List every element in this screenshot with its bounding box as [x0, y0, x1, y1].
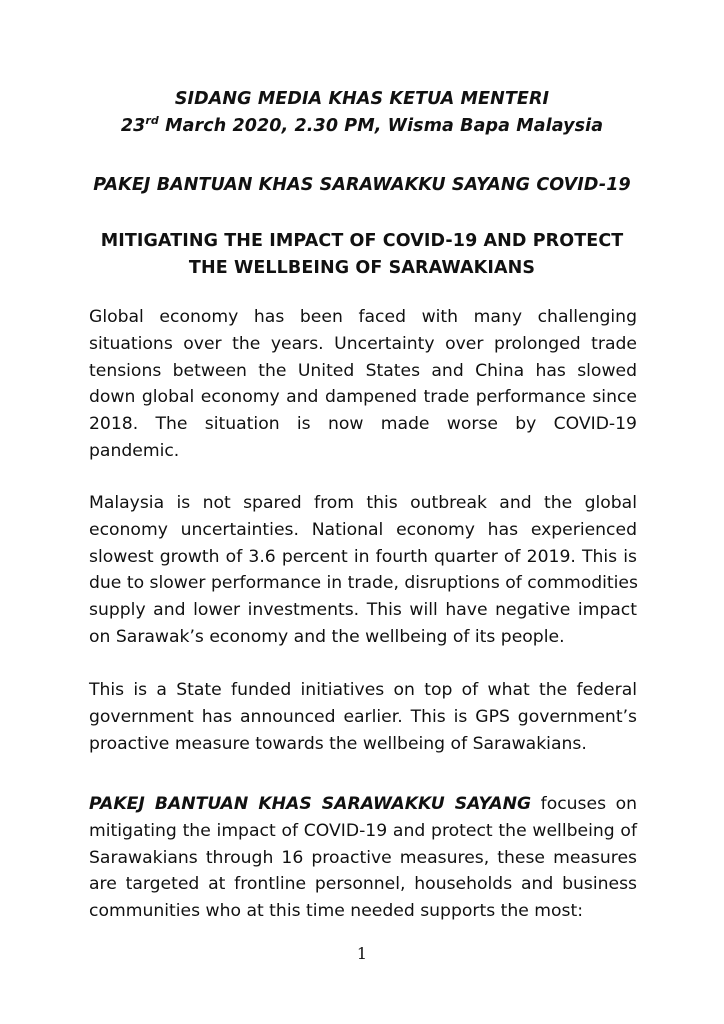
- section-title-line1: MITIGATING THE IMPACT OF COVID-19 AND PROTECT: [100, 231, 624, 251]
- text-fragment: focuses on: [531, 794, 637, 814]
- text-line: proactive measure towards the wellbeing of Sarawakians.: [89, 733, 587, 754]
- section-title-line2: THE WELLBEING OF SARAWAKIANS: [188, 258, 536, 278]
- text-line: down global economy and dampened trade performance since: [89, 387, 637, 408]
- press-header: [0, 86, 724, 140]
- press-header-date: [0, 113, 724, 140]
- text-line: slowest growth of 3.6 percent in fourth quarter of 2019. This is: [89, 546, 637, 567]
- date-suffix: rd: [145, 114, 159, 127]
- package-name-emphasis: PAKEJ BANTUAN KHAS SARAWAKKU SAYANG: [89, 794, 532, 814]
- text-line: 2018. The situation is now made worse by COVID-19: [89, 414, 637, 435]
- text-line: are targeted at frontline personnel, households and business: [89, 874, 637, 895]
- paragraph-global-economy: [89, 304, 637, 465]
- text-line: pandemic.: [89, 440, 180, 461]
- text-line: government has announced earlier. This is GPS government’s: [89, 706, 637, 727]
- text-line: This is a State funded initiatives on top of what the federal: [89, 680, 637, 700]
- paragraph-package-focus: [89, 791, 637, 925]
- text-line: due to slower performance in trade, disruptions of commodities: [89, 573, 638, 594]
- date-day: 23: [120, 116, 146, 136]
- date-rest: March 2020, 2.30 PM, Wisma Bapa Malaysia: [158, 116, 604, 136]
- section-title: [0, 228, 724, 282]
- text-line: tensions between the United States and China has slowed: [89, 360, 637, 381]
- text-line: economy uncertainties. National economy has experienced: [89, 519, 637, 540]
- text-line: Malaysia is not spared from this outbreak and the global: [89, 493, 637, 513]
- text-line: on Sarawak’s economy and the wellbeing of its people.: [89, 626, 565, 647]
- text-line: mitigating the impact of COVID-19 and protect the wellbeing of: [89, 820, 637, 841]
- text-line: Sarawakians through 16 proactive measures, these measures: [89, 847, 637, 868]
- text-line: communities who at this time needed supports the most:: [89, 901, 584, 922]
- package-title: PAKEJ BANTUAN KHAS SARAWAKKU SAYANG COVID-19: [93, 175, 631, 195]
- press-header-title: SIDANG MEDIA KHAS KETUA MENTERI: [174, 89, 550, 109]
- text-line: Global economy has been faced with many challenging: [89, 307, 637, 327]
- text-line: situations over the years. Uncertainty over prolonged trade: [89, 333, 637, 354]
- text-line: supply and lower investments. This will have negative impact: [89, 600, 637, 621]
- page-number: 1: [356, 944, 368, 963]
- paragraph-malaysia-economy: [89, 490, 637, 651]
- text-line: [89, 791, 637, 818]
- paragraph-state-funded: [89, 677, 637, 757]
